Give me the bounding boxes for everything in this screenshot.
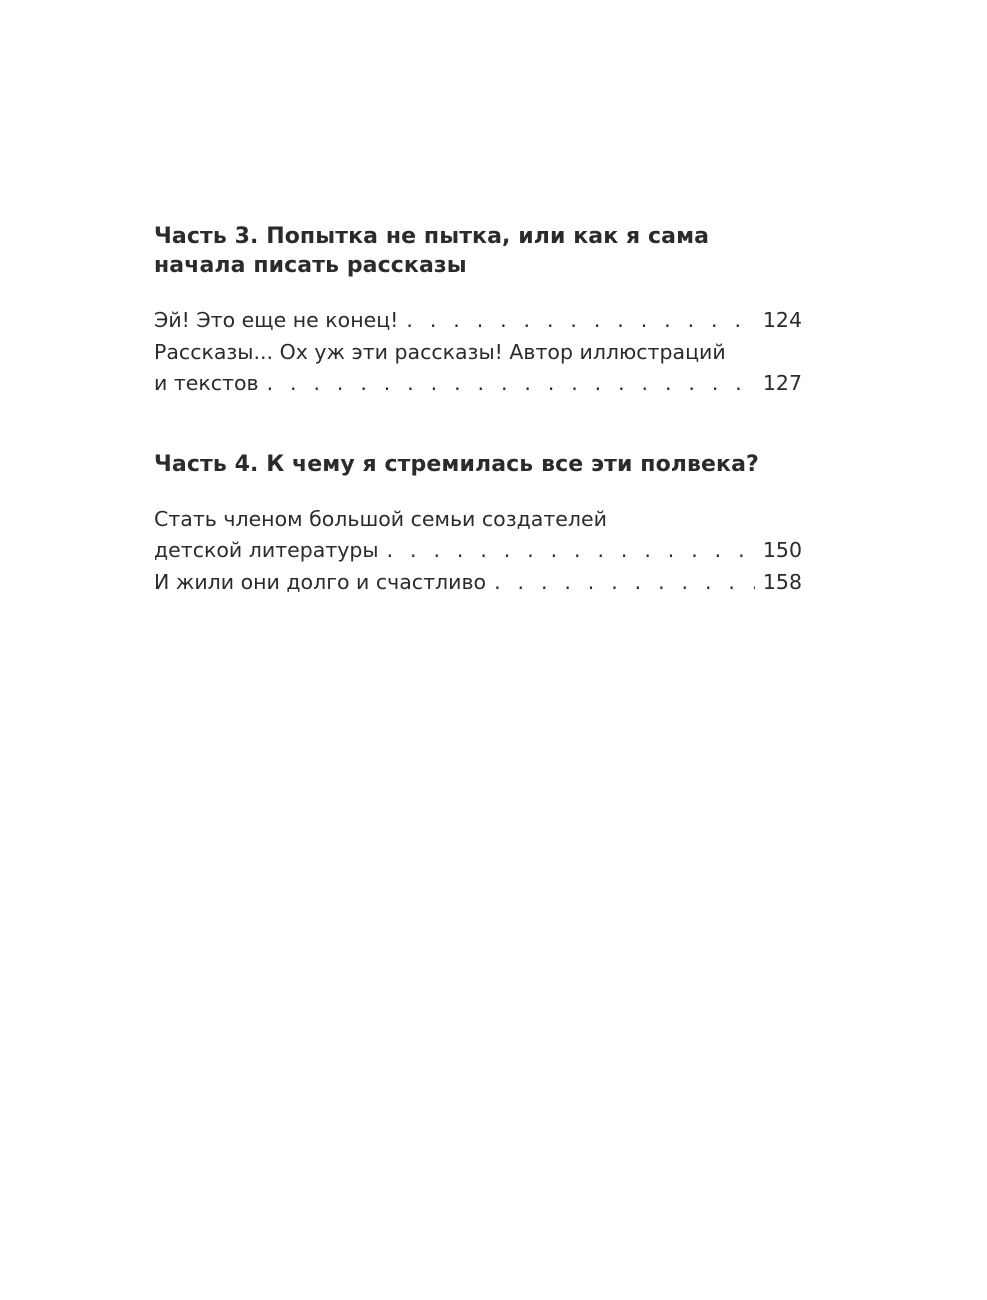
toc-entry[interactable] — [154, 305, 802, 337]
toc-entry[interactable] — [154, 337, 802, 400]
table-of-contents — [154, 222, 802, 598]
part-title: Часть 4. К чему я стремилась все эти полвека? — [154, 451, 759, 477]
toc-part-4 — [154, 450, 802, 599]
toc-entry-line — [154, 535, 802, 567]
toc-entry[interactable] — [154, 567, 802, 599]
dot-leader — [494, 567, 755, 599]
toc-entry-line — [154, 305, 802, 337]
page-number: 158 — [762, 569, 802, 594]
toc-entry-title: детской литературы — [154, 538, 379, 562]
dot-leader — [406, 305, 754, 337]
toc-part-3 — [154, 222, 802, 400]
page-number: 127 — [762, 371, 802, 395]
toc-entry-title-line: Стать членом большой семьи создателей — [154, 506, 607, 531]
toc-entry-title: И жили они долго и счастливо — [154, 569, 487, 594]
page-number: 124 — [762, 308, 802, 332]
toc-entry-line — [154, 567, 802, 599]
toc-entry-title-line: Рассказы... Ох уж эти рассказы! Автор иллюстраций — [154, 339, 726, 364]
toc-entry-line — [154, 368, 802, 400]
part-title: Часть 3. Попытка не пытка, или как я сама начала писать рассказы — [154, 224, 710, 278]
toc-entry-title: Эй! Это еще не конец! — [154, 308, 399, 332]
dot-leader — [267, 368, 755, 400]
toc-entry-title: и текстов — [154, 371, 259, 395]
page-number: 150 — [762, 538, 802, 562]
dot-leader — [387, 535, 755, 567]
toc-entry[interactable] — [154, 504, 802, 567]
